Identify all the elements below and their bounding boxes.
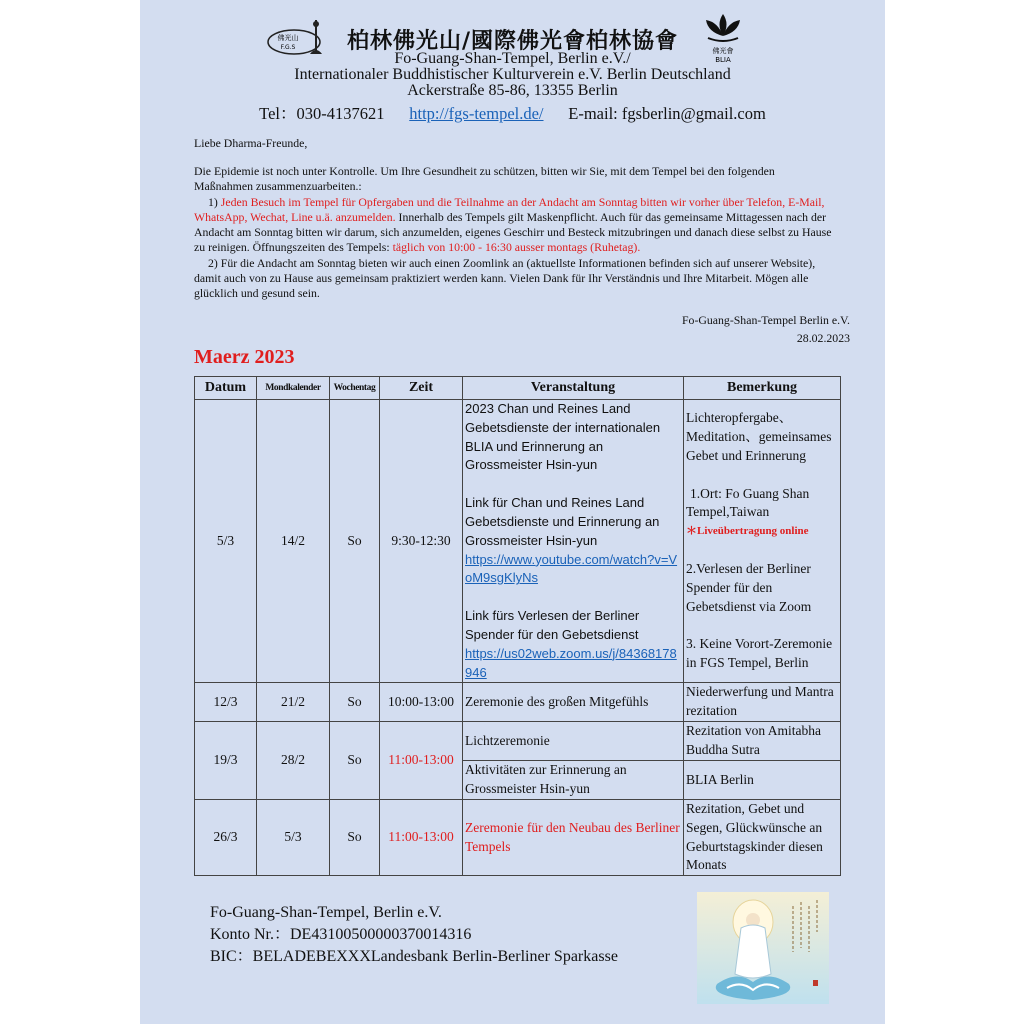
col-datum: Datum [195,377,257,400]
table-row [195,683,841,722]
col-veranstaltung: Veranstaltung [463,377,684,400]
letter-date: 28.02.2023 [796,331,850,345]
intro-paragraph: Die Epidemie ist noch unter Kontrolle. Um Ihre Gesundheit zu schützen, bitten wir Sie, mit dem Tempel bei den folgenden Maßnahmen zusammenzuarbeiten.: [194,164,775,194]
email: E-mail: fgsberlin@gmail.com [568,104,766,123]
cell-bemerkung: Rezitation, Gebet und Segen, Glückwünsche an Geburtstagskinder diesen Monats [684,799,841,875]
col-mondkalender: Mondkalender [257,377,330,400]
cell-veranstaltung [463,400,684,683]
table-header-row [195,377,841,400]
col-bemerkung: Bemerkung [684,377,841,400]
bank-details [210,902,618,968]
event-description: 2023 Chan und Reines Land Gebetsdienste der internationalen BLIA und Erinnerung an Grossmeister Hsin-yun [465,401,661,473]
cell-tag: So [330,721,380,799]
youtube-link[interactable]: https://www.youtube.com/watch?v=VoM9sgKlyNs [465,551,678,586]
cell-veranstaltung: Lichtzeremonie [463,721,684,760]
cell-zeit: 11:00-13:00 [380,721,463,799]
registration-notice: Jeden Besuch im Tempel für Opfergaben und die Teilnahme an der Andacht am Sonntag bitten wir vorher über Telefon, E-Mail, WhatsApp, Wechat, Line u.ä. anzumelden. [194,194,825,224]
cell-tag: So [330,683,380,722]
measure-1-text: Innerhalb des Tempels gilt Maskenpflicht. Auch für das gemeinsame Mittagessen nach der Andacht am Sonntag bitten wir darum, sich anzumelden, eigenes Geschirr und Besteck mitzubringen und danach diese selbst zu Hause zu reinigen. Öffnungszeiten des Tempels: [194,209,832,255]
table-row [195,799,841,875]
cell-mond: 21/2 [257,683,330,722]
org-name: Fo-Guang-Shan-Tempel, Berlin e.V./ [394,50,631,67]
youtube-link-label: Link für Chan und Reines Land Gebetsdienste und Erinnerung an Grossmeister Hsin-yun [465,495,660,548]
org-fullname: Internationaler Buddhistischer Kulturverein e.V. Berlin Deutschland [294,66,731,83]
remark-offering: Lichteropfergabe、Meditation、gemeinsames Gebet und Erinnerung [686,410,832,463]
signature: Fo-Guang-Shan-Tempel Berlin e.V. [681,313,850,327]
greeting: Liebe Dharma-Freunde, [194,136,308,150]
chinese-title: 柏林佛光山/國際佛光會柏林協會 [346,29,679,54]
telephone: Tel：030-4137621 [259,104,385,123]
col-zeit: Zeit [380,377,463,400]
website-link[interactable]: http://fgs-tempel.de/ [409,104,544,123]
cell-bemerkung: Niederwerfung und Mantra rezitation [684,683,841,722]
live-broadcast-note: ＊Liveübertragung online [686,525,809,538]
col-wochentag: Wochentag [330,377,380,400]
remark-donors: 2.Verlesen der Berliner Spender für den Gebetsdienst via Zoom [686,561,812,614]
table-row [195,721,841,760]
schedule-table [194,376,841,876]
guanyin-image-icon [697,892,829,1004]
bic: BIC：BELADEBEXXXLandesbank Berlin-Berliner Sparkasse [210,948,618,965]
cell-bemerkung [684,400,841,683]
svg-text:F.G.S: F.G.S [280,44,296,51]
contact-line [140,100,885,124]
table-row [195,400,841,683]
cell-veranstaltung: Zeremonie für den Neubau des Berliner Tempels [463,799,684,875]
remark-location: 1.Ort: Fo Guang Shan Tempel,Taiwan [686,485,810,520]
svg-text:BLIA: BLIA [715,56,731,64]
opening-hours: täglich von 10:00 - 16:30 ausser montags (Ruhetag). [392,240,641,255]
measure-1-number: 1) [208,194,221,209]
cell-bemerkung: BLIA Berlin [684,760,841,799]
address: Ackerstraße 85-86, 13355 Berlin [407,82,618,99]
zoom-link[interactable]: https://us02web.zoom.us/j/84368178946 [465,645,677,680]
remark-no-onsite: 3. Keine Vorort-Zeremonie in FGS Tempel, Berlin [686,636,833,671]
cell-tag: So [330,799,380,875]
account-number: Konto Nr.：DE43100500000370014316 [210,926,472,943]
cell-tag: So [330,400,380,683]
zoom-link-label: Link fürs Verlesen der Berliner Spender für den Gebetsdienst [465,608,640,642]
cell-mond: 28/2 [257,721,330,799]
letter-body [194,164,836,302]
cell-datum: 19/3 [195,721,257,799]
cell-datum: 5/3 [195,400,257,683]
cell-datum: 12/3 [195,683,257,722]
cell-zeit: 9:30-12:30 [380,400,463,683]
cell-zeit: 11:00-13:00 [380,799,463,875]
cell-veranstaltung: Aktivitäten zur Erinnerung an Grossmeister Hsin-yun [463,760,684,799]
measure-2: 2) Für die Andacht am Sonntag bieten wir auch einen Zoomlink an (aktuellste Informationen befinden sich auf unserer Website), damit auch von zu Hause aus gemeinsam praktiziert werden kann. Vielen Dank für Ihr Verständnis und Ihre Mitarbeit. Mögen alle glücklich und gesund sein. [194,255,816,301]
cell-mond: 14/2 [257,400,330,683]
cell-veranstaltung: Zeremonie des großen Mitgefühls [463,683,684,722]
svg-text:佛光會: 佛光會 [712,47,734,55]
svg-text:佛光山: 佛光山 [277,34,299,42]
cell-bemerkung: Rezitation von Amitabha Buddha Sutra [684,721,841,760]
measure-1 [194,195,836,256]
cell-zeit: 10:00-13:00 [380,683,463,722]
cell-datum: 26/3 [195,799,257,875]
footer-org: Fo-Guang-Shan-Tempel, Berlin e.V. [210,904,442,921]
month-title: Maerz 2023 [194,346,295,368]
cell-mond: 5/3 [257,799,330,875]
